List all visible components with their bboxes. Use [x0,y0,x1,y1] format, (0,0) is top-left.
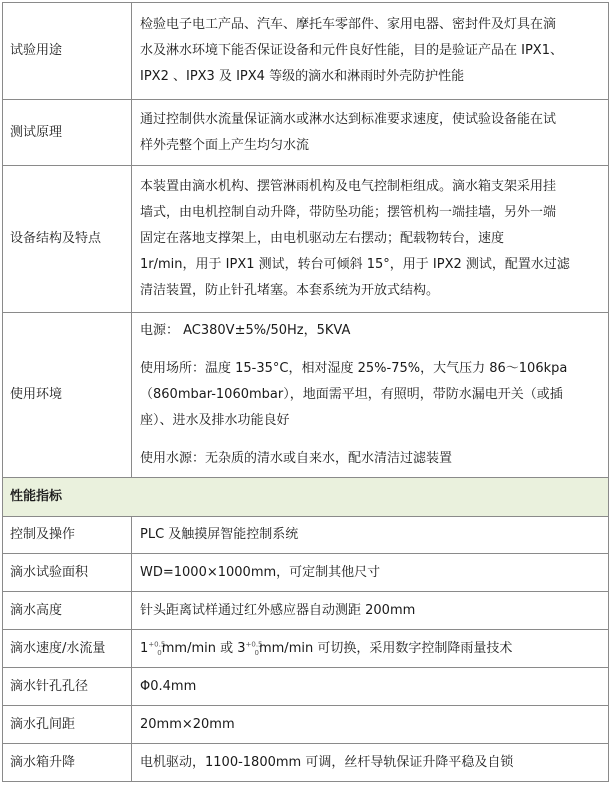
purpose-line: 水及淋水环境下能否保证设备和元件良好性能，目的是验证产品在 IPX1、 [140,43,563,58]
purpose-line: 检验电子电工产品、汽车、摩托车零部件、家用电器、密封件及灯具在滴 [140,17,557,32]
row-label-area: 滴水试验面积 [3,554,132,592]
row-value-structure [132,166,609,313]
row-value-area: WD=1000×1000mm，可定制其他尺寸 [132,554,609,592]
row-label-principle: 测试原理 [3,100,132,166]
structure-line: 墙式，由电机控制自动升降，带防坠功能；摆管机构一端挂墙，另外一端 [140,205,557,220]
structure-line: 清洁装置，防止针孔堵塞。本套系统为开放式结构。 [140,283,440,298]
row-label-spacing: 滴水孔间距 [3,706,132,744]
speed-tolerance-lower: 0 [254,649,259,658]
row-value-control: PLC 及触摸屏智能控制系统 [132,517,609,554]
environment-water: 使用水源：无杂质的清水或自来水，配水清洁过滤装置 [140,451,453,466]
speed-tolerance-upper: +0.5 [148,640,166,649]
table-row [3,706,609,744]
environment-power: 电源： AC380V±5%/50Hz，5KVA [140,323,351,338]
speed-value-2: mm/min 或 3 [161,640,246,656]
row-value-speed [132,630,609,668]
table-row [3,592,609,630]
structure-line: 本装置由滴水机构、摆管淋雨机构及电气控制柜组成。滴水箱支架采用挂 [140,179,557,194]
row-label-height: 滴水高度 [3,592,132,630]
table-row [3,744,609,782]
principle-line: 样外壳整个面上产生均匀水流 [140,137,310,153]
row-value-lift: 电机驱动，1100-1800mm 可调，丝杆导轨保证升降平稳及自锁 [132,744,609,782]
row-value-principle [132,100,609,166]
speed-value-3: mm/min 可切换，采用数字控制降雨量技术 [258,640,513,656]
table-row [3,630,609,668]
row-label-structure: 设备结构及特点 [3,166,132,313]
table-row [3,313,609,478]
speed-tolerance-lower: 0 [157,649,162,658]
structure-line: 1r/min，用于 IPX1 测试，转台可倾斜 15°，用于 IPX2 测试，配置水过滤 [140,257,570,272]
table-row [3,3,609,100]
section-row [3,478,609,517]
table-row [3,668,609,706]
table-row [3,554,609,592]
environment-site-line: （860mbar-1060mbar），地面需平坦，有照明，带防水漏电开关（或插 [140,387,563,402]
row-label-environment: 使用环境 [3,313,132,478]
table-row [3,100,609,166]
row-label-speed: 滴水速度/水流量 [3,630,132,668]
structure-line: 固定在落地支撑架上，由电机驱动左右摆动；配载物转台，速度 [140,231,505,246]
section-title: 性能指标 [3,478,609,517]
row-label-needle: 滴水针孔孔径 [3,668,132,706]
row-value-environment [132,313,609,478]
environment-site-line: 使用场所：温度 15-35°C，相对湿度 25%-75%，大气压力 86～106kpa [140,361,568,376]
table-row [3,166,609,313]
principle-line: 通过控制供水流量保证滴水或淋水达到标准要求速度，使试验设备能在试 [140,111,557,127]
row-label-purpose: 试验用途 [3,3,132,100]
purpose-line: IPX2 、IPX3 及 IPX4 等级的滴水和淋雨时外壳防护性能 [140,69,465,84]
row-value-spacing: 20mm×20mm [132,706,609,744]
speed-value-1: 1 [140,640,149,656]
row-label-control: 控制及操作 [3,517,132,554]
speed-tolerance-upper: +0.5 [245,640,263,649]
row-value-purpose [132,3,609,100]
spec-table [2,2,609,782]
row-value-needle: Φ0.4mm [132,668,609,706]
environment-site-line: 座）、进水及排水功能良好 [140,413,290,428]
table-row [3,517,609,554]
row-label-lift: 滴水箱升降 [3,744,132,782]
row-value-height: 针头距离试样通过红外感应器自动测距 200mm [132,592,609,630]
